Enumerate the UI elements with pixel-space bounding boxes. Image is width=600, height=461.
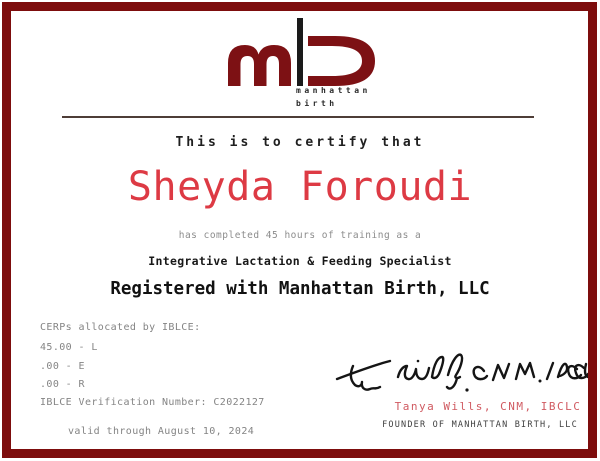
completed-line: has completed 45 hours of training as a: [178, 230, 422, 241]
brand-line-2: birth: [296, 99, 338, 108]
signature-handwriting-icon: [326, 342, 590, 402]
cerps-line-r: .00 - R: [40, 379, 85, 390]
manhattan-birth-logo-icon: [225, 16, 377, 86]
specialty-line: Integrative Lactation & Feeding Specialist: [148, 254, 452, 268]
cerps-line-l: 45.00 - L: [40, 342, 98, 353]
valid-through-date: valid through August 10, 2024: [68, 426, 255, 437]
certify-intro: This is to certify that: [175, 135, 425, 150]
registered-line: Registered with Manhattan Birth, LLC: [110, 279, 490, 299]
brand-wordmark: [296, 84, 371, 110]
signer-name: Tanya Wills, CNM, IBCLC: [394, 400, 582, 413]
cerps-line-e: .00 - E: [40, 361, 85, 372]
header-divider: [62, 116, 534, 118]
brand-line-1: manhattan: [296, 86, 371, 95]
iblce-verification-number: IBLCE Verification Number: C2022127: [40, 397, 265, 408]
signer-title: FOUNDER OF MANHATTAN BIRTH, LLC: [382, 420, 578, 430]
recipient-name: Sheyda Foroudi: [127, 164, 473, 210]
cerps-heading: CERPs allocated by IBLCE:: [40, 322, 201, 333]
